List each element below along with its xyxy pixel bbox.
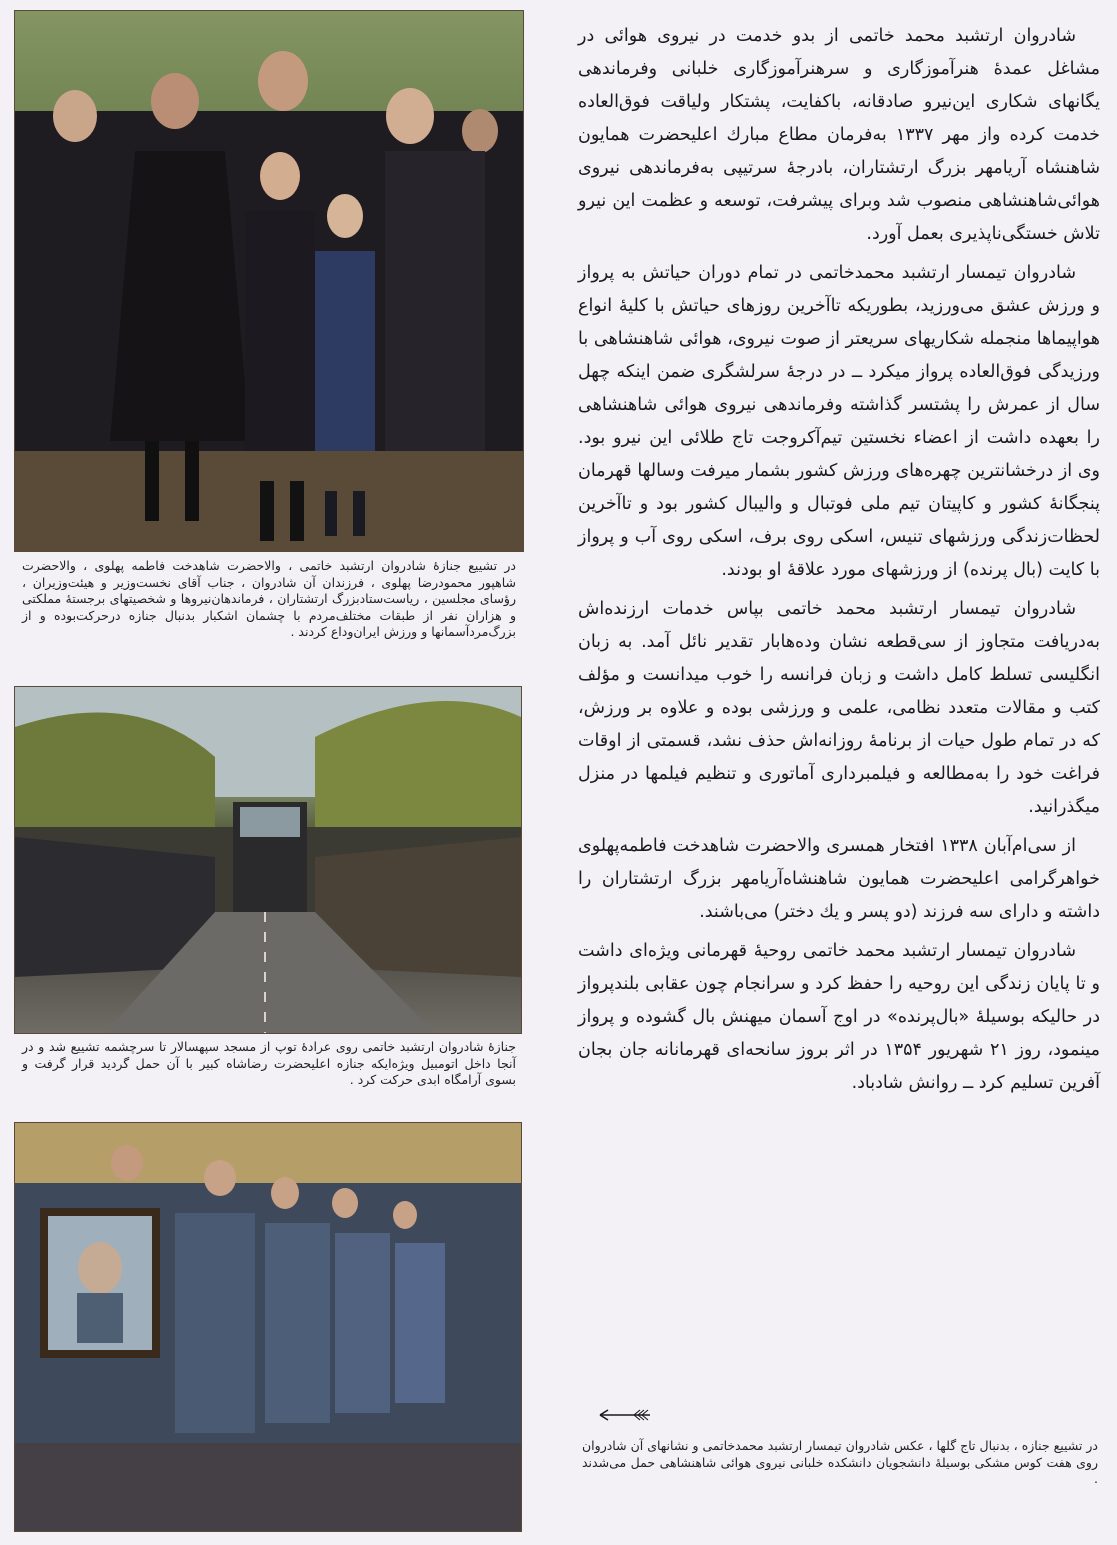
arrow-left-icon bbox=[596, 1408, 652, 1422]
cadets-illustration bbox=[15, 1123, 521, 1531]
page-number-fragment bbox=[0, 1520, 10, 1542]
paragraph-5: شادروان تیمسار ارتشبد محمد خاتمی روحیهٔ قهرمانی ویژه‌ای داشت و تا پایان زندگی این روحیه را حفظ کرد و سرانجام چون عقابی بلندپرواز در حالیکه بوسیلهٔ «بال‌پرنده» در اوج آسمان میهنش بال گشوده و پرواز مینمود، روز ۲۱ شهریور ۱۳۵۴ در اثر بروز سانحه‌ای قهرمانانه جان بجان آفرین تسلیم کرد ــ روانش شادباد. bbox=[578, 941, 1101, 1093]
mourners-illustration bbox=[15, 11, 523, 551]
photo2-caption: جنازهٔ شادروان ارتشبد خاتمی روی عرادهٔ توپ از مسجد سپهسالار تا سرچشمه تشییع شد و در آنجا داخل اتومبیل ویژه‌ایکه جنازه اعلیحضرت رضاشاه کبیر با آن حمل گردید قرار گرفت و بسوی آرامگاه ابدی حرکت کرد . bbox=[22, 1039, 516, 1087]
paragraph-1: شادروان ارتشبد محمد خاتمی از بدو خدمت در نیروی هوائی در مشاغل عمدهٔ هنرآموزگاری و سرهنرآموزگاری خلبانی وفرماندهی یگانهای شکاری این‌نیرو صادقانه، باکفایت، پشتکار ولیاقت فوق‌العاده خدمت کرده واز مهر ۱۳۳۷ به‌فرمان مطاع مبارك اعلیحضرت همایون شاهنشاه آریامهر بزرگ ارتشتاران، بادرجهٔ سرتیپی به‌فرماندهی نیروی هوائی‌شاهنشاهی منصوب شد وبرای پیشرفت، توسعه و عظمت این نیرو تلاش خستگی‌ناپذیری بعمل آورد. bbox=[578, 26, 1100, 244]
paragraph-3: شادروان تیمسار ارتشبد محمد خاتمی بپاس خدمات ارزنده‌اش به‌دریافت متجاوز از سی‌قطعه نشان وده‌هابار تقدیر نائل آمد. به زبان انگلیسی تسلط کامل داشت و زبان فرانسه را خوب میدانست و مؤلف کتب و مقالات متعدد نظامی، علمی و ورزشی بوده و علاوه بر ورزش، که در تمام طول حیات از برنامهٔ روزانه‌اش حذف نشد، قسمتی از اوقات فراغت خود را به‌مطالعه و فیلمبرداری آماتوری و تنظیم فیلمها در منزل میگذرانید. bbox=[578, 599, 1100, 817]
article-body bbox=[578, 20, 1100, 1106]
photo-funeral-mourners bbox=[14, 10, 524, 552]
paragraph-2: شادروان تیمسار ارتشبد محمدخاتمی در تمام دوران حیاتش به پرواز و ورزش عشق می‌ورزید، بطوریکه تاآخرین روزهای حیاتش با کلیهٔ انواع هواپیماها منجمله شکاریهای سریعتر از صوت نیروی، هوائی شاهنشاهی با ورزیدگی فوق‌العاده پرواز میکرد ــ در درجهٔ سرلشگری ضمن اینکه چهل سال از عمرش را پشتسر گذاشته وفرماندهی نیروی هوائی شاهنشاهی را بعهده داشت از اعضاء نخستین تیم‌آکروجت تاج طلائی این نیرو بود. وی از درخشانترین چهره‌های ورزش کشور بشمار میرفت وسالها قهرمان پنجگانهٔ کشور و کاپیتان تیم ملی فوتبال و والیبال کشور بود و تاآخرین لحظات‌زندگی ورزشهای تنیس، اسکی روی برف، اسکی روی آب و پرواز با کایت (بال پرنده) از ورزشهای مورد علاقهٔ او بودند. bbox=[578, 263, 1100, 580]
procession-illustration bbox=[15, 687, 521, 1033]
photo3-caption: در تشییع جنازه ، بدنبال تاج گلها ، عکس شادروان تیمسار ارتشبد محمدخاتمی و نشانهای آن شادروان روی هفت کوس مشکی بوسیلهٔ دانشجویان دانشکده خلبانی نیروی هوائی شاهنشاهی حمل می‌شدند . bbox=[582, 1438, 1098, 1486]
photo1-caption: در تشییع جنازهٔ شادروان ارتشبد خاتمی ، والاحضرت شاهدخت فاطمه پهلوی ، والاحضرت شاهپور محمودرضا پهلوی ، فرزندان آن شادروان ، جناب آقای نخست‌وزیر و هیئت‌وزیران ، رؤسای مجلسین ، ریاست‌ستاد‌بزرگ ارتشتاران ، فرماندهان‌نیروها و شخصیتهای برجستهٔ مملکتی و هزاران نفر از طبقات مختلف‌مردم با چشمان اشکبار بدنبال جنازه درحرکت‌بوده و از بزرگ‌مرد‌آسمانها و ورزش ایران‌وداع کردند . bbox=[22, 558, 516, 639]
photo-funeral-procession bbox=[14, 686, 522, 1034]
photo-cadets-portrait bbox=[14, 1122, 522, 1532]
paragraph-4: از سی‌ام‌آبان ۱۳۳۸ افتخار همسری والاحضرت شاهدخت فاطمه‌پهلوی خواهرگرامی اعلیحضرت همایون شاهنشاه‌آریامهر بزرگ ارتشتاران را داشته و دارای سه فرزند (دو پسر و یك دختر) می‌باشند. bbox=[578, 836, 1100, 922]
